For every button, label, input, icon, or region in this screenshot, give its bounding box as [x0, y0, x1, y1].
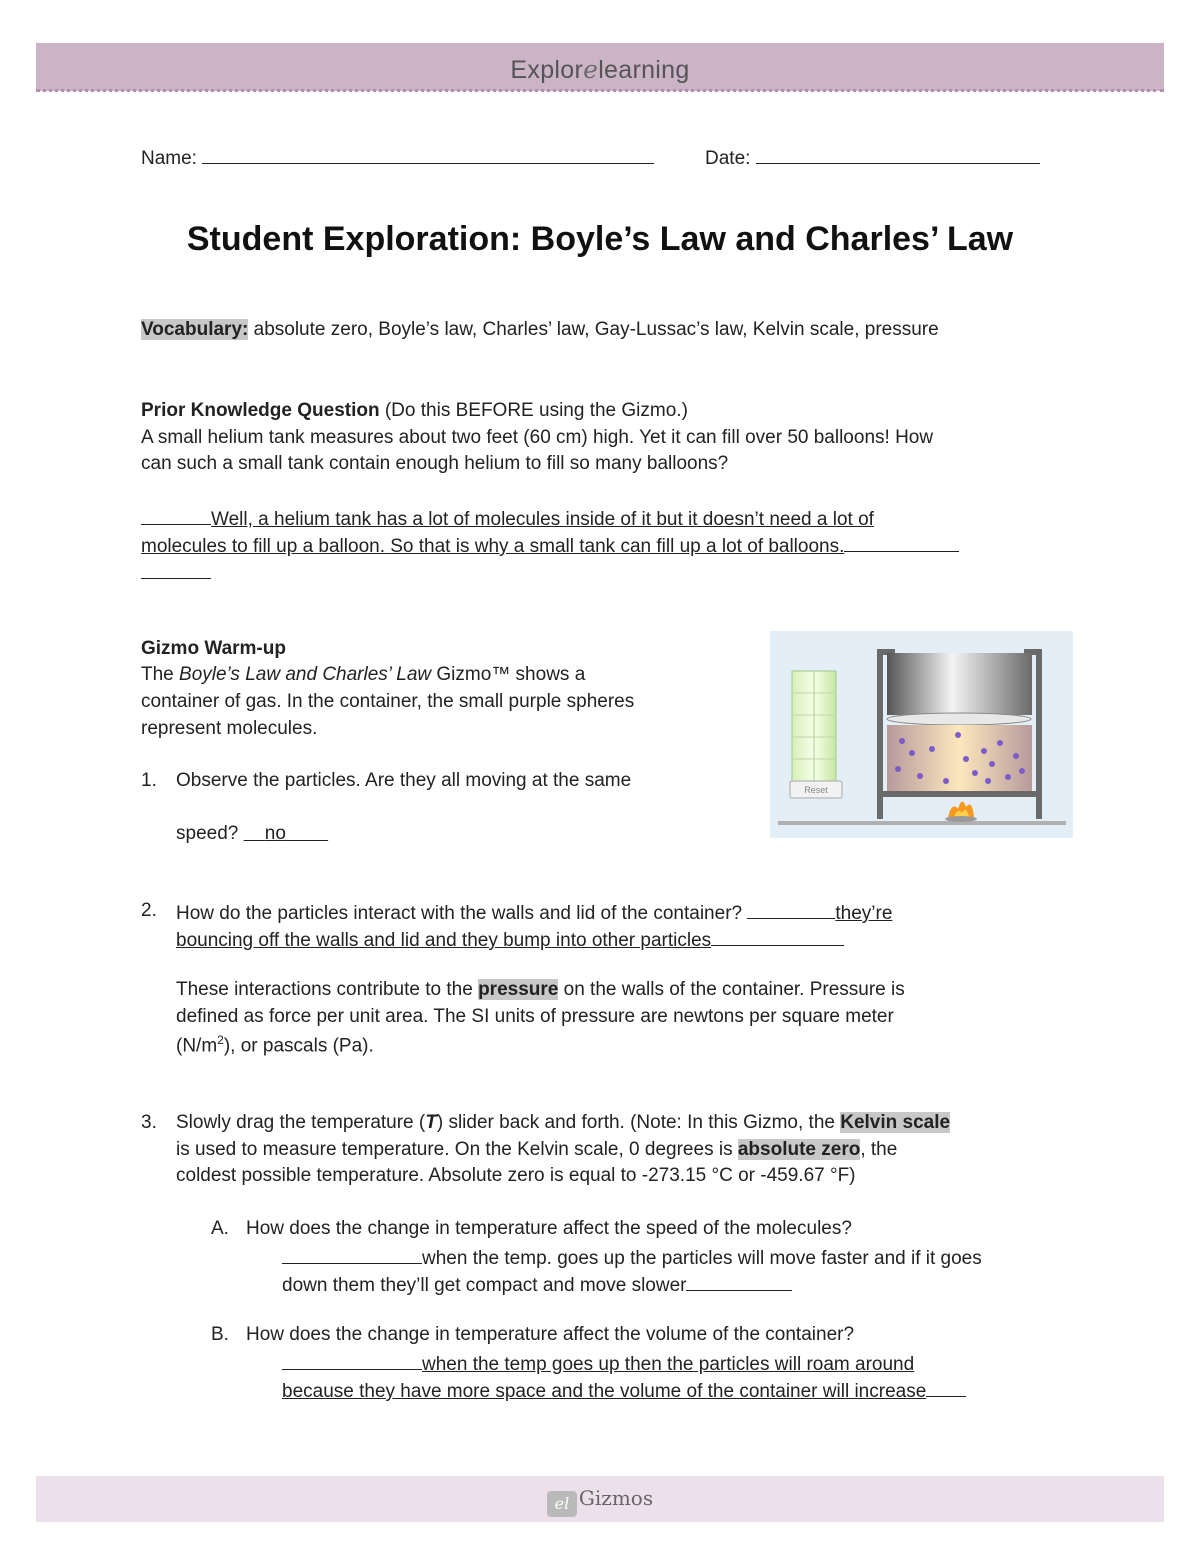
q3a-answer-line2 — [282, 1272, 792, 1297]
container-bottom — [877, 791, 1042, 797]
q3b-answer1[interactable]: when the temp goes up then the particles will roam around — [422, 1354, 915, 1375]
q1-answer-text: no — [264, 823, 286, 844]
q3b-blank-lead — [282, 1351, 422, 1370]
q1-answer-line — [176, 823, 328, 845]
q3a-label: A. — [211, 1218, 229, 1239]
q2-blank-tail — [711, 927, 844, 946]
molecule — [985, 778, 991, 784]
q2-answer1[interactable]: they’re — [835, 903, 893, 924]
header-divider — [36, 89, 1164, 92]
q3b-question: How does the change in temperature affect the volume of the container? — [246, 1324, 855, 1345]
q3-line1 — [176, 1112, 950, 1134]
molecule — [981, 748, 987, 754]
page-title: Student Exploration: Boyle’s Law and Charles’ Law — [186, 220, 1014, 258]
molecule — [963, 756, 969, 762]
prior-heading: Prior Knowledge Question — [141, 400, 380, 421]
burner — [945, 816, 977, 822]
reset-label: Reset — [804, 785, 828, 795]
lid-base — [887, 713, 1031, 725]
q3-number: 3. — [141, 1112, 157, 1133]
prior-answer-line2 — [141, 533, 959, 558]
q3-text-d: , the — [860, 1139, 898, 1160]
warmup-text-b: Gizmo™ shows a — [431, 664, 586, 685]
answer-blank-end — [141, 560, 211, 579]
molecule — [899, 738, 905, 744]
q3-text-b: ) slider back and forth. (Note: In this Gizmo, the — [436, 1112, 841, 1133]
q2-answer2[interactable]: bouncing off the walls and lid and they bump into other particles — [176, 930, 712, 951]
molecule — [1019, 768, 1025, 774]
q3a-question: How does the change in temperature affect the speed of the molecules? — [246, 1218, 852, 1239]
q3b-answer-line2 — [282, 1378, 966, 1403]
prior-heading-line — [141, 400, 688, 422]
q3b-blank-tail — [926, 1378, 966, 1397]
answer-blank-lead — [141, 506, 211, 525]
warmup-heading: Gizmo Warm-up — [141, 638, 286, 659]
pressure-line1 — [176, 979, 905, 1001]
name-blank[interactable] — [202, 145, 654, 164]
q3a-answer1[interactable]: when the temp. goes up the particles will move faster and if it goes — [422, 1248, 982, 1269]
q3-text-c: is used to measure temperature. On the Kelvin scale, 0 degrees is — [176, 1139, 738, 1160]
superscript-2: 2 — [217, 1033, 224, 1047]
molecule — [1005, 774, 1011, 780]
pressure-line3 — [176, 1033, 374, 1057]
q1-number: 1. — [141, 770, 157, 791]
explorelearning-logo: Explorelearning — [510, 55, 690, 84]
gizmo-screenshot — [770, 631, 1073, 838]
molecule — [997, 740, 1003, 746]
prior-note: (Do this BEFORE using the Gizmo.) — [379, 400, 688, 421]
date-field — [705, 145, 1040, 170]
prior-answer-line1 — [141, 506, 874, 531]
prior-answer-text2: molecules to fill up a balloon. So that is why a small tank can fill up a lot of balloons. — [141, 536, 845, 557]
q3a-answer-line1 — [282, 1245, 982, 1270]
prior-question-line1: A small helium tank measures about two feet (60 cm) high. Yet it can fill over 50 balloons! How — [141, 427, 934, 448]
pressure-text-a: These interactions contribute to the — [176, 979, 479, 1000]
vocabulary-label: Vocabulary: — [141, 319, 249, 340]
q2-blank — [747, 900, 835, 919]
gizmo-illustration — [770, 631, 1073, 838]
warmup-line3: represent molecules. — [141, 718, 318, 739]
prior-question-line2: can such a small tank contain enough helium to fill so many balloons? — [141, 453, 729, 474]
name-label: Name: — [141, 148, 197, 169]
absolute-zero-term: absolute zero — [737, 1139, 861, 1160]
gizmos-mark-icon: el — [547, 1491, 577, 1517]
q2-number: 2. — [141, 900, 157, 921]
kelvin-scale-term: Kelvin scale — [840, 1112, 951, 1133]
q3b-label: B. — [211, 1324, 229, 1345]
pressure-text-c: (N/m — [176, 1035, 218, 1057]
q1-answer[interactable] — [244, 823, 329, 844]
q2-question: How do the particles interact with the walls and lid of the container? — [176, 903, 748, 924]
q1-prompt: speed? — [176, 823, 244, 844]
date-blank[interactable] — [756, 145, 1040, 164]
molecule — [895, 766, 901, 772]
pressure-line2: defined as force per unit area. The SI units of pressure are newtons per square meter — [176, 1006, 894, 1027]
q3-text-a: Slowly drag the temperature ( — [176, 1112, 426, 1133]
date-label: Date: — [705, 148, 751, 169]
q2-question-line — [176, 900, 892, 925]
q3-line2 — [176, 1139, 897, 1161]
molecule — [917, 773, 923, 779]
molecule — [955, 732, 961, 738]
warmup-text-a: The — [141, 664, 180, 685]
q3-variable: T — [425, 1112, 437, 1133]
q1-question: Observe the particles. Are they all moving at the same — [176, 770, 632, 791]
warmup-line2: container of gas. In the container, the small purple spheres — [141, 691, 635, 712]
molecule — [972, 770, 978, 776]
prior-answer-text1: Well, a helium tank has a lot of molecules inside of it but it doesn’t need a lot of — [211, 509, 874, 530]
q3a-answer2[interactable]: down them they’ll get compact and move slower — [282, 1275, 687, 1296]
q3b-answer-line1 — [282, 1351, 914, 1376]
molecule — [943, 778, 949, 784]
container-lid — [887, 653, 1032, 715]
molecule — [909, 750, 915, 756]
vocabulary-line — [141, 319, 939, 341]
pressure-text-b: on the walls of the container. Pressure is — [558, 979, 905, 1000]
name-field — [141, 145, 654, 170]
q3a-blank-tail — [686, 1272, 792, 1291]
floor — [778, 821, 1066, 825]
q3b-answer2[interactable]: because they have more space and the volume of the container will increase — [282, 1381, 927, 1402]
molecule — [929, 746, 935, 752]
q3-line3: coldest possible temperature. Absolute zero is equal to -273.15 °C or -459.67 °F) — [176, 1165, 856, 1186]
q2-answer-line2 — [176, 927, 844, 952]
warmup-line1 — [141, 664, 585, 686]
gizmos-logo — [0, 1486, 1200, 1517]
answer-blank-tail — [844, 533, 959, 552]
gizmos-brand: Gizmos — [578, 1486, 654, 1510]
pressure-term: pressure — [478, 979, 559, 1000]
pressure-text-d: ), or pascals (Pa). — [223, 1035, 374, 1057]
vocabulary-terms: absolute zero, Boyle’s law, Charles’ law, Gay-Lussac’s law, Kelvin scale, pressure — [248, 319, 939, 340]
molecule — [989, 761, 995, 767]
q3a-blank-lead — [282, 1245, 422, 1264]
gizmo-name: Boyle’s Law and Charles’ Law — [179, 664, 432, 685]
molecule — [1013, 753, 1019, 759]
